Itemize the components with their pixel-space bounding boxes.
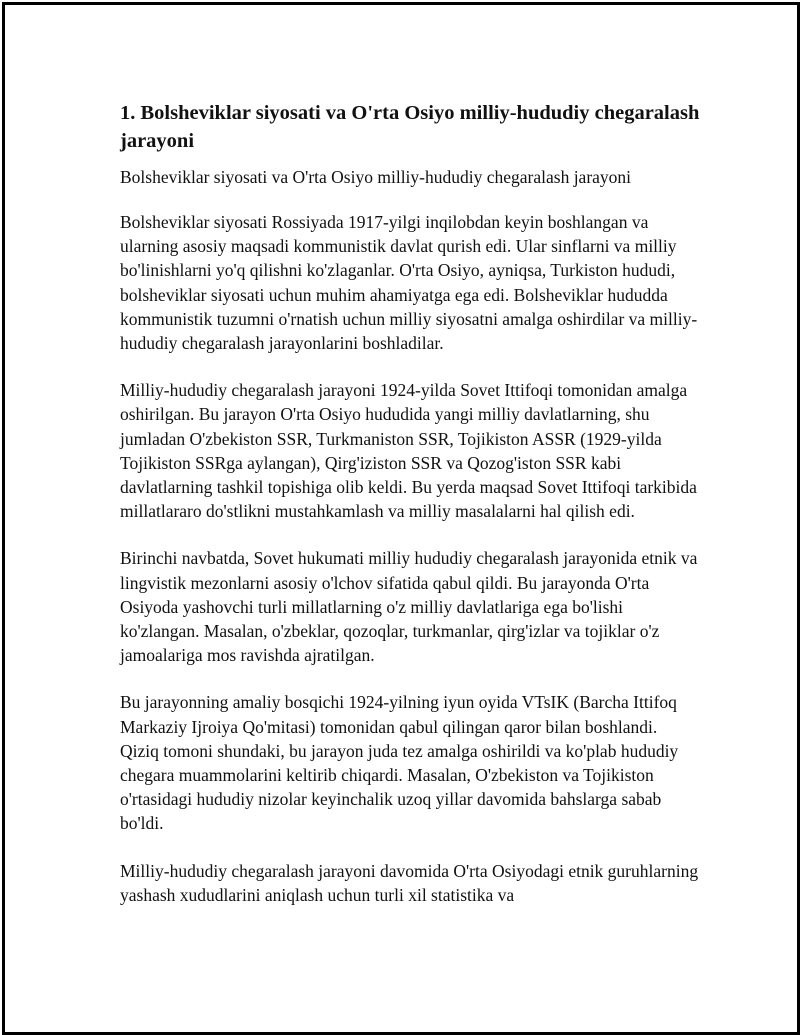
paragraph-5: Milliy-hududiy chegaralash jarayoni davomida O'rta Osiyodagi etnik guruhlarning yashash xududlarini aniqlash uchun turli xil statistika va bbox=[120, 860, 699, 905]
paragraph-2: Milliy-hududiy chegaralash jarayoni 1924-yilda Sovet Ittifoqi tomonidan amalga oshirilgan. Bu jarayon O'rta Osiyo hududida yangi milliy davlatlarning, shu jumladan O'zbekiston SSR, Turkmaniston SSR, Tojikiston ASSR (1929-yilda Tojikiston SSRga aylangan), Qirg'iziston SSR va Qozog'iston SSR kabi davlatlarning tashkil topishiga olib keldi. Bu yerda maqsad Sovet Ittifoqi tarkibida millatlararo do'stlikni mustahkamlash va milliy masalalarni hal qilish edi. bbox=[120, 380, 697, 522]
document-subtitle: Bolsheviklar siyosati va O'rta Osiyo milliy-hududiy chegaralash jarayoni bbox=[120, 167, 632, 187]
paragraph-3: Birinchi navbatda, Sovet hukumati milliy hududiy chegaralash jarayonida etnik va lingvistik mezonlarni asosiy o'lchov sifatida qabul qildi. Bu jarayonda O'rta Osiyoda yashovchi turli millatlarning o'z milliy davlatlariga ega bo'lishi ko'zlangan. Masalan, o'zbeklar, qozoqlar, turkmanlar, qirg'izlar va tojiklar o'z jamoalariga mos ravishda ajratilgan. bbox=[120, 548, 698, 666]
paragraph-4: Bu jarayonning amaliy bosqichi 1924-yilning iyun oyida VTsIK (Barcha Ittifoq Markaziy Ijroiya Qo'mitasi) tomonidan qabul qilingan qaror bilan boshlandi. Qiziq tomoni shundaki, bu jarayon juda tez amalga oshirildi va ko'plab hududiy chegara muammolarini keltirib chiqardi. Masalan, O'zbekiston va Tojikiston o'rtasidagi hududiy nizolar keyinchalik uzoq yillar davomida bahslarga sabab bo'ldi. bbox=[120, 692, 679, 834]
page-frame bbox=[2, 2, 800, 1035]
paragraph-1: Bolsheviklar siyosati Rossiyada 1917-yilgi inqilobdan keyin boshlangan va ularning asosiy maqsadi kommunistik davlat qurish edi. Ular sinflarni va milliy bo'linishlarni yo'q qilishni ko'zlaganlar. O'rta Osiyo, ayniqsa, Turkiston hududi, bolsheviklar siyosati uchun muhim ahamiyatga ega edi. Bolsheviklar hududda kommunistik tuzumni o'rnatish uchun milliy siyosatni amalga oshirdilar va milliy-hududiy chegaralash jarayonlarini boshladilar. bbox=[120, 212, 698, 354]
document-heading: 1. Bolsheviklar siyosati va O'rta Osiyo milliy-hududiy chegaralash jarayoni bbox=[120, 102, 700, 152]
document-body bbox=[120, 99, 700, 930]
